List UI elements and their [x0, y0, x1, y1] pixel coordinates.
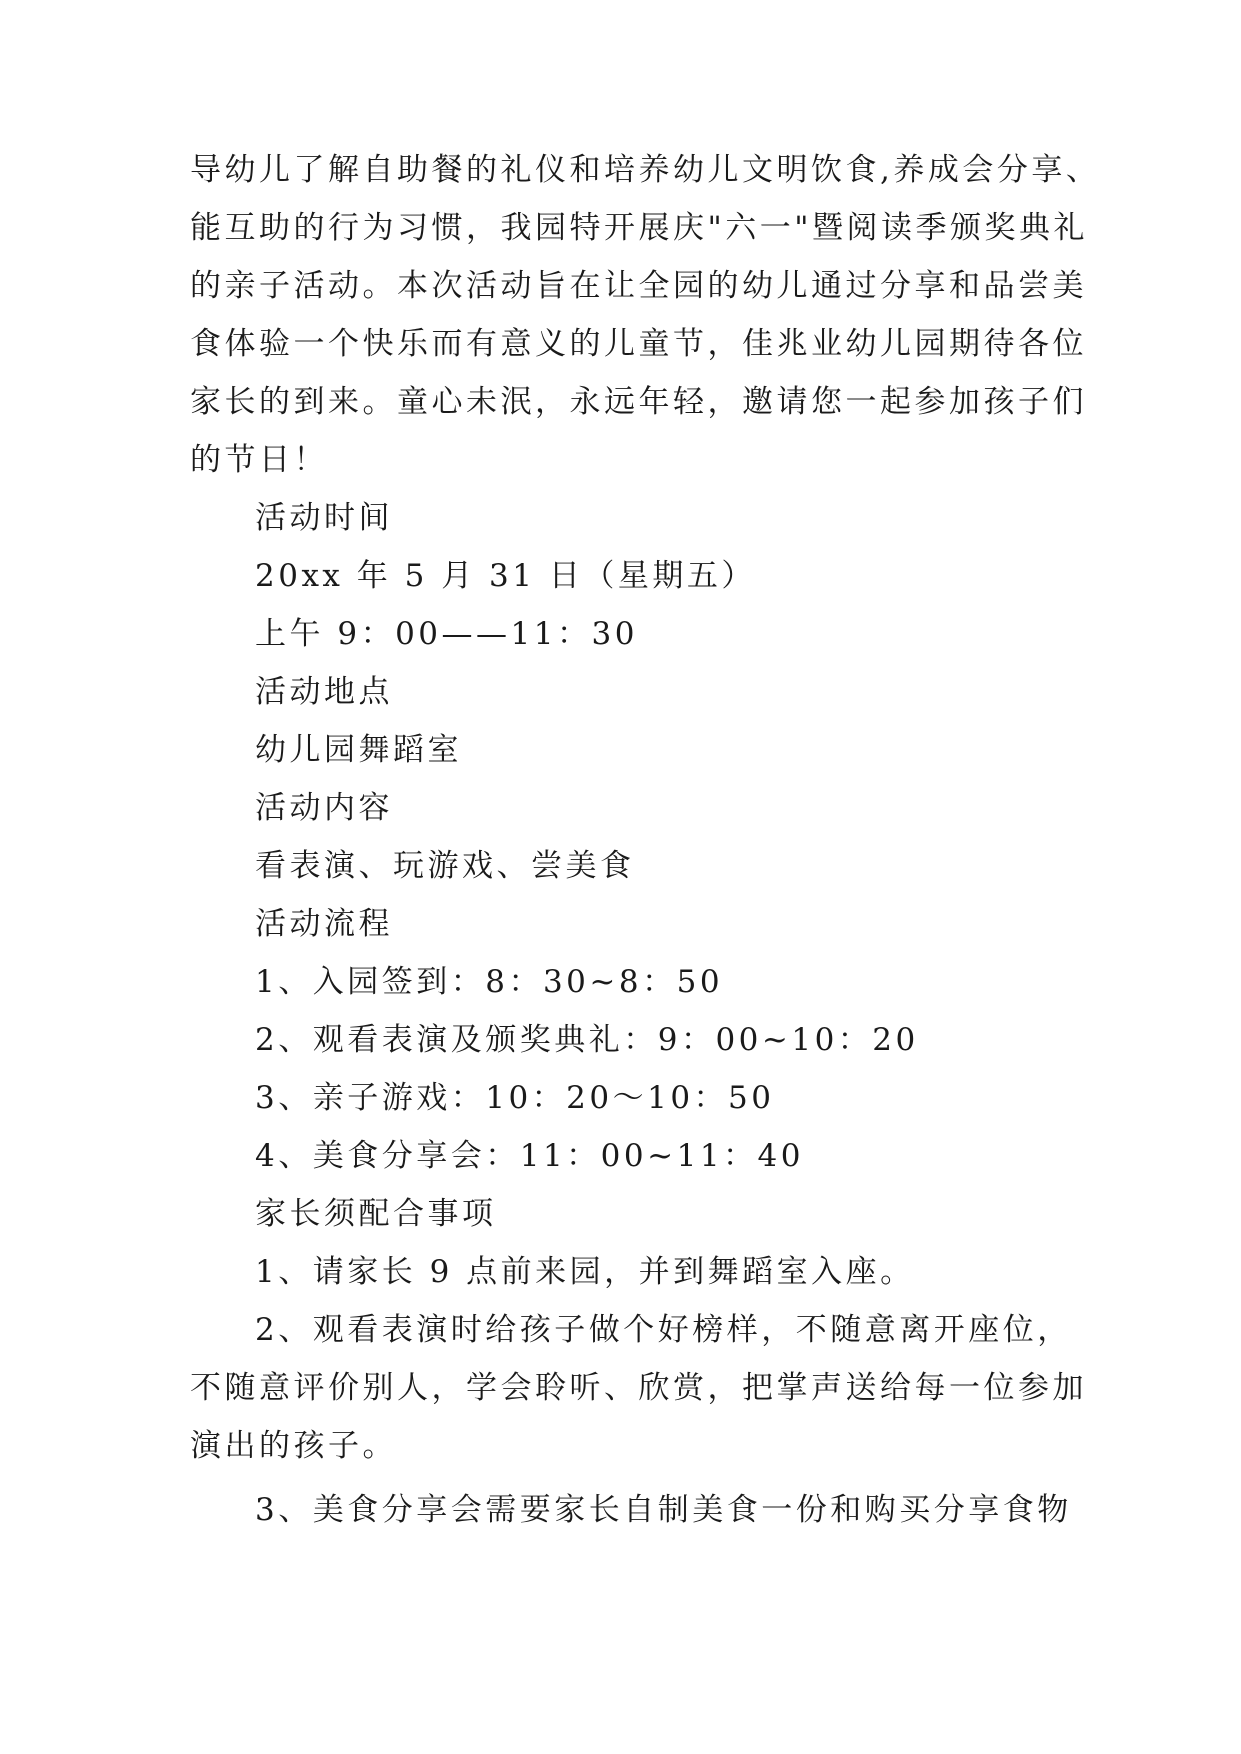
intro-line-5: 家长的到来。童心未泯，永远年轻，邀请您一起参加孩子们	[190, 384, 1087, 420]
flow-heading: 活动流程	[255, 906, 393, 942]
event-content: 看表演、玩游戏、尝美食	[255, 848, 635, 884]
flow-item-3: 3、亲子游戏：10：20～10：50	[255, 1080, 775, 1116]
place-heading: 活动地点	[255, 674, 393, 710]
flow-item-2: 2、观看表演及颁奖典礼：9：00~10：20	[255, 1022, 919, 1058]
note-2-line-3: 演出的孩子。	[190, 1428, 397, 1464]
intro-line-6: 的节日！	[190, 442, 328, 478]
event-place: 幼儿园舞蹈室	[255, 732, 462, 768]
time-heading: 活动时间	[255, 500, 393, 536]
notes-heading: 家长须配合事项	[255, 1196, 497, 1232]
note-2-line-2: 不随意评价别人，学会聆听、欣赏，把掌声送给每一位参加	[190, 1370, 1087, 1406]
note-3-line-1: 3、美食分享会需要家长自制美食一份和购买分享食物	[255, 1492, 1072, 1528]
flow-item-1: 1、入园签到：8：30~8：50	[255, 964, 724, 1000]
note-2-line-1: 2、观看表演时给孩子做个好榜样，不随意离开座位，	[255, 1312, 1072, 1348]
intro-line-4: 食体验一个快乐而有意义的儿童节，佳兆业幼儿园期待各位	[190, 326, 1087, 362]
content-heading: 活动内容	[255, 790, 393, 826]
intro-line-2: 能互助的行为习惯，我园特开展庆"六一"暨阅读季颁奖典礼	[190, 210, 1089, 246]
event-time-range: 上午 9：00——11：30	[255, 616, 638, 652]
event-date: 20xx 年 5 月 31 日（星期五）	[255, 558, 756, 594]
note-1: 1、请家长 9 点前来园，并到舞蹈室入座。	[255, 1254, 915, 1290]
flow-item-4: 4、美食分享会：11：00~11：40	[255, 1138, 804, 1174]
intro-line-1: 导幼儿了解自助餐的礼仪和培养幼儿文明饮食,养成会分享、	[190, 152, 1101, 188]
intro-line-3: 的亲子活动。本次活动旨在让全园的幼儿通过分享和品尝美	[190, 268, 1087, 304]
